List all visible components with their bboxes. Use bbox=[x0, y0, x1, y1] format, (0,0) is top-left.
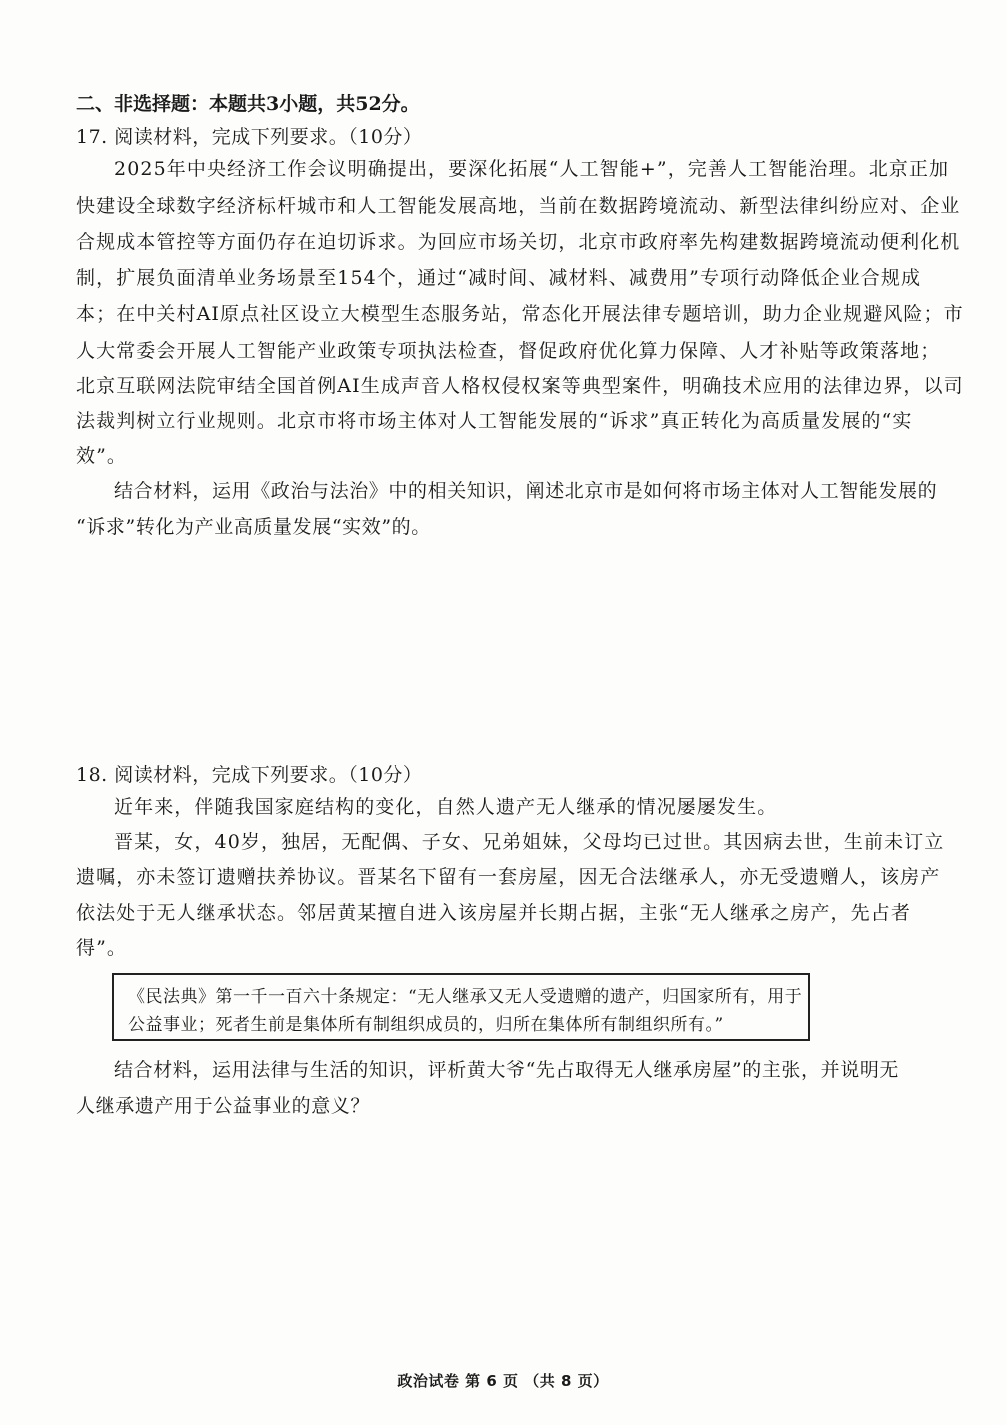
q17-material-line: 本；在中关村AI原点社区设立大模型生态服务站，常态化开展法律专题培训，助力企业规避风险；市 bbox=[76, 303, 964, 325]
q17-material-line: 快建设全球数字经济标杆城市和人工智能发展高地，当前在数据跨境流动、新型法律纠纷应对、企业 bbox=[76, 195, 961, 217]
page-footer: 政治试卷 第 6 页 （共 8 页） bbox=[397, 1372, 609, 1390]
q17-question-line: “诉求”转化为产业高质量发展“实效”的。 bbox=[76, 516, 431, 538]
q18-question-line: 人继承遗产用于公益事业的意义？ bbox=[76, 1095, 371, 1117]
quote-line: 公益事业；死者生前是集体所有制组织成员的，归所在集体所有制组织所有。” bbox=[128, 1015, 724, 1035]
q17-title: 17. 阅读材料，完成下列要求。（10分） bbox=[76, 126, 423, 148]
q18-question-line: 结合材料，运用法律与生活的知识，评析黄大爷“先占取得无人继承房屋”的主张，并说明无 bbox=[114, 1059, 900, 1081]
q17-material-line: 人大常委会开展人工智能产业政策专项执法检查，督促政府优化算力保障、人才补贴等政策落地； bbox=[76, 340, 941, 362]
q17-material-line: 效”。 bbox=[76, 445, 128, 467]
q17-material-line: 2025年中央经济工作会议明确提出，要深化拓展“人工智能+”，完善人工智能治理。北京正加 bbox=[114, 158, 950, 180]
q18-title: 18. 阅读材料，完成下列要求。（10分） bbox=[76, 764, 423, 786]
section-heading: 二、非选择题：本题共3小题，共52分。 bbox=[76, 93, 420, 115]
civil-code-quote-box bbox=[112, 973, 810, 1041]
q18-case-line: 得”。 bbox=[76, 937, 128, 959]
q17-material-line: 法裁判树立行业规则。北京市将市场主体对人工智能发展的“诉求”真正转化为高质量发展的“实 bbox=[76, 410, 913, 432]
q17-material-line: 合规成本管控等方面仍存在迫切诉求。为回应市场关切，北京市政府率先构建数据跨境流动便利化机 bbox=[76, 231, 961, 253]
q17-material-line: 制，扩展负面清单业务场景至154个，通过“减时间、减材料、减费用”专项行动降低企业合规成 bbox=[76, 267, 922, 289]
q17-material-line: 北京互联网法院审结全国首例AI生成声音人格权侵权案等典型案件，明确技术应用的法律边界，以司 bbox=[76, 375, 964, 397]
q18-case-line: 晋某，女，40岁，独居，无配偶、子女、兄弟姐妹，父母均已过世。其因病去世，生前未订立 bbox=[114, 831, 945, 853]
q18-intro-line: 近年来，伴随我国家庭结构的变化，自然人遗产无人继承的情况屡屡发生。 bbox=[114, 796, 778, 818]
quote-line: 《民法典》第一千一百六十条规定：“无人继承又无人受遗赠的遗产，归国家所有，用于 bbox=[128, 987, 803, 1007]
q18-case-line: 遗嘱，亦未签订遗赠扶养协议。晋某名下留有一套房屋，因无合法继承人，亦无受遗赠人，该房产 bbox=[76, 866, 941, 888]
q17-question-line: 结合材料，运用《政治与法治》中的相关知识，阐述北京市是如何将市场主体对人工智能发展的 bbox=[114, 480, 938, 502]
q18-case-line: 依法处于无人继承状态。邻居黄某擅自进入该房屋并长期占据，主张“无人继承之房产，先占者 bbox=[76, 902, 911, 924]
